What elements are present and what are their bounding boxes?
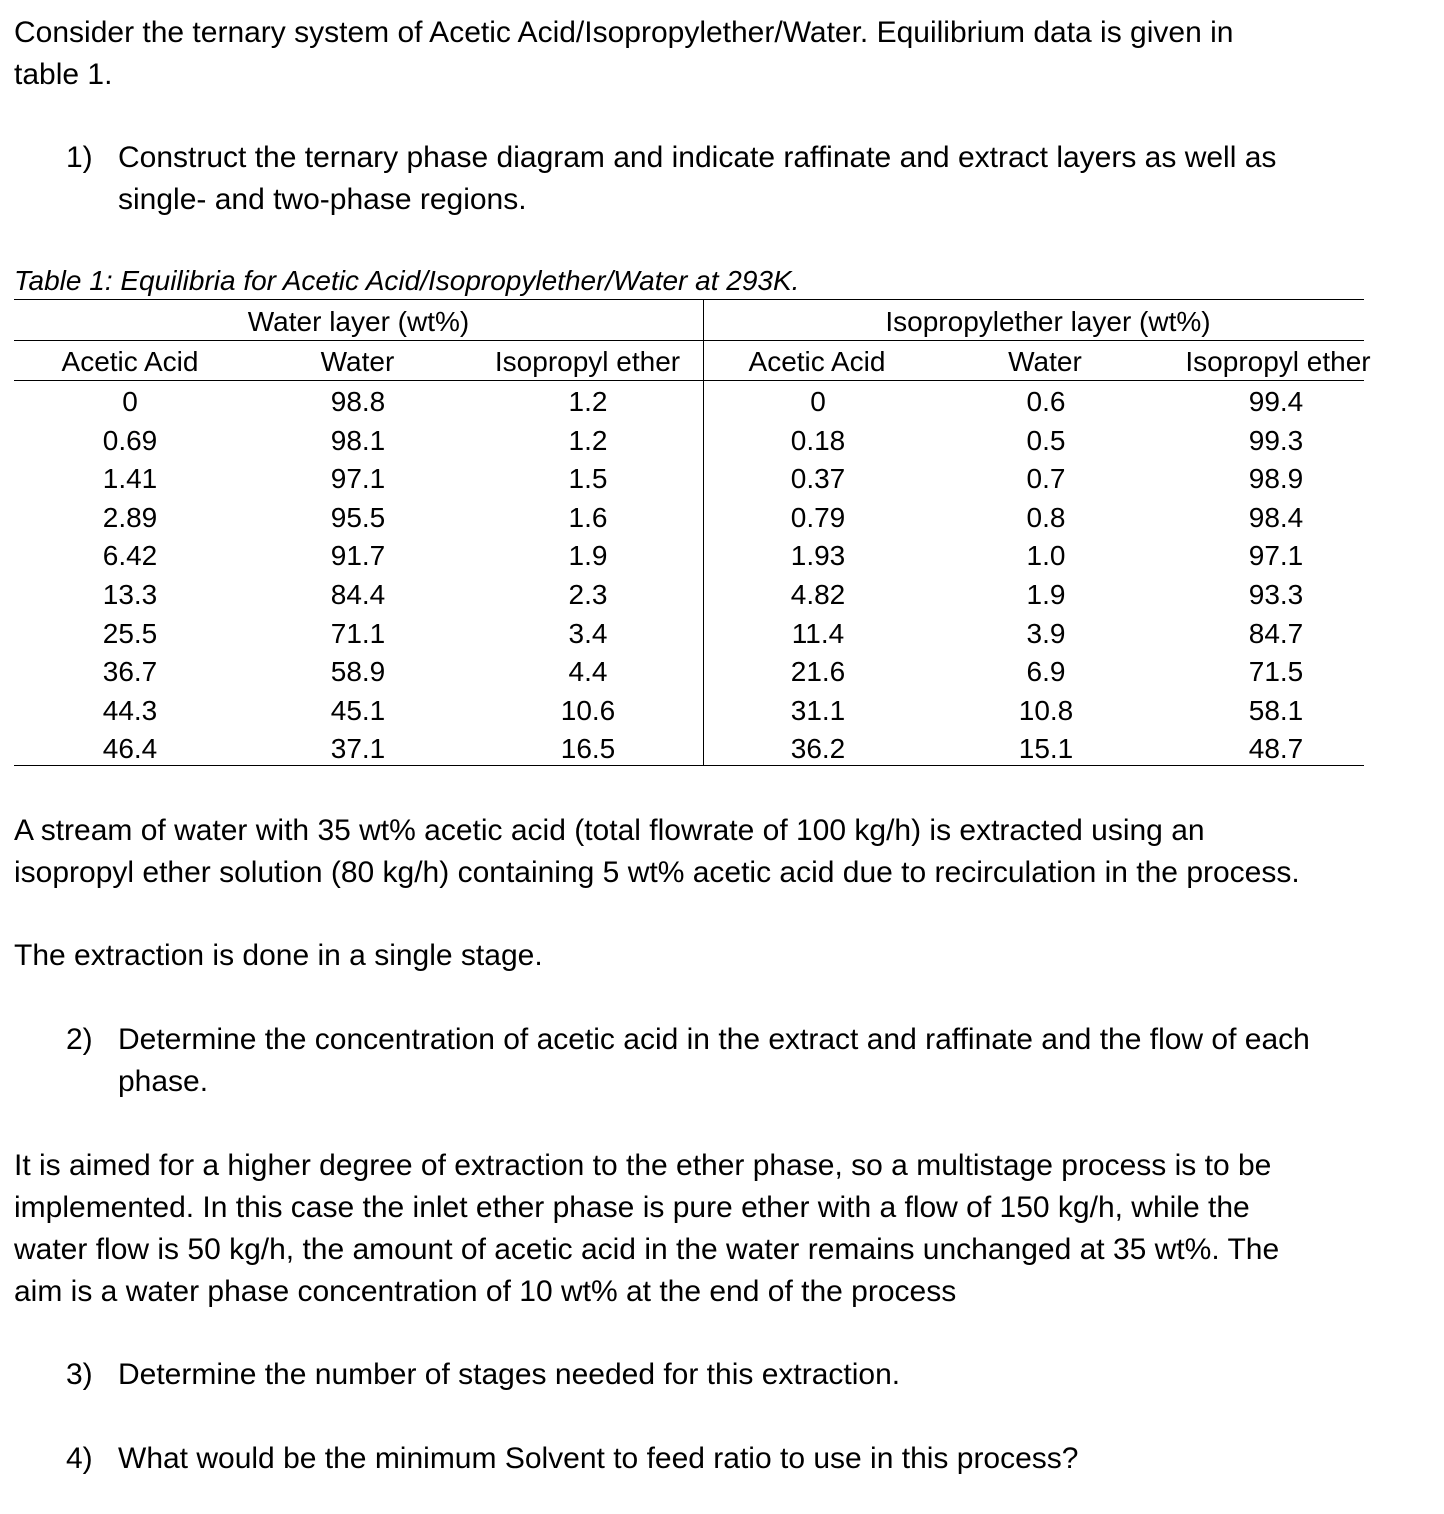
single-stage-paragraph: The extraction is done in a single stage. bbox=[14, 939, 543, 972]
question-1 bbox=[0, 137, 1444, 221]
table-cell-water-ether: 16.5 bbox=[560, 733, 616, 765]
question-4-number: 4) bbox=[66, 1442, 93, 1475]
table-cell-ether-acetic-acid: 4.82 bbox=[790, 579, 846, 610]
table-cell-water-acetic-acid: 36.7 bbox=[102, 656, 158, 688]
table-caption: Table 1: Equilibria for Acetic Acid/Isopropylether/Water at 293K. bbox=[14, 265, 800, 296]
table-cell-water-acetic-acid: 46.4 bbox=[102, 733, 158, 765]
table-cell-ether-water: 0.8 bbox=[1026, 501, 1066, 533]
table-cell-ether-water: 1.0 bbox=[1026, 540, 1066, 572]
table-cell-ether-ether: 71.5 bbox=[1248, 656, 1304, 688]
table-cell-water-water: 98.8 bbox=[330, 386, 386, 417]
table-cell-water-water: 91.7 bbox=[330, 540, 386, 572]
table-group-rule bbox=[14, 340, 1364, 341]
stream-paragraph bbox=[14, 810, 1300, 894]
table-top-rule bbox=[14, 299, 1364, 300]
column-header-ether-ether: Isopropyl ether bbox=[1185, 346, 1371, 377]
group-header-water-layer: Water layer (wt%) bbox=[247, 306, 470, 337]
table-cell-ether-acetic-acid: 11.4 bbox=[791, 617, 845, 649]
table-cell-ether-acetic-acid: 0 bbox=[810, 386, 826, 417]
column-header-water-water: Water bbox=[320, 346, 395, 377]
table-cell-water-acetic-acid: 44.3 bbox=[102, 694, 158, 726]
question-2-line-1: Determine the concentration of acetic acid in the extract and raffinate and the flow of each bbox=[118, 1023, 1310, 1056]
question-1-line-2: single- and two-phase regions. bbox=[118, 183, 527, 216]
question-1-line-1: Construct the ternary phase diagram and indicate raffinate and extract layers as well as bbox=[118, 141, 1277, 174]
table-cell-water-ether: 3.4 bbox=[568, 617, 608, 649]
table-cell-ether-water: 0.5 bbox=[1026, 424, 1066, 456]
stream-line-1: A stream of water with 35 wt% acetic acid (total flowrate of 100 kg/h) is extracted using an bbox=[14, 814, 1205, 847]
table-cell-ether-ether: 99.3 bbox=[1248, 424, 1304, 456]
question-3-number: 3) bbox=[66, 1358, 93, 1391]
intro-line-2: table 1. bbox=[14, 58, 113, 91]
table-cell-water-ether: 1.6 bbox=[568, 501, 608, 533]
table-layer-divider bbox=[703, 299, 704, 765]
table-cell-ether-ether: 48.7 bbox=[1248, 733, 1304, 765]
table-cell-water-ether: 1.2 bbox=[568, 424, 608, 456]
table-cell-ether-ether: 98.9 bbox=[1248, 463, 1304, 495]
table-cell-ether-acetic-acid: 0.18 bbox=[790, 424, 846, 456]
table-cell-water-water: 37.1 bbox=[330, 733, 386, 765]
table-cell-ether-acetic-acid: 36.2 bbox=[790, 733, 846, 765]
table-cell-water-acetic-acid: 0 bbox=[122, 386, 138, 417]
table-cell-ether-ether: 58.1 bbox=[1248, 694, 1304, 726]
table-cell-water-acetic-acid: 1.41 bbox=[102, 463, 158, 495]
table-cell-ether-acetic-acid: 0.79 bbox=[790, 501, 846, 533]
table-cell-ether-ether: 97.1 bbox=[1248, 540, 1304, 572]
intro-line-1: Consider the ternary system of Acetic Acid/Isopropylether/Water. Equilibrium data is given in bbox=[14, 16, 1234, 49]
table-cell-water-water: 71.1 bbox=[330, 617, 386, 649]
table-cell-ether-acetic-acid: 21.6 bbox=[790, 656, 846, 688]
table-cell-water-ether: 2.3 bbox=[568, 579, 608, 610]
stream-line-2: isopropyl ether solution (80 kg/h) containing 5 wt% acetic acid due to recirculation in the process. bbox=[14, 856, 1300, 889]
column-header-ether-water: Water bbox=[1008, 346, 1082, 377]
table-cell-ether-ether: 84.7 bbox=[1248, 617, 1304, 649]
table-cell-water-water: 97.1 bbox=[330, 463, 386, 495]
question-2-number: 2) bbox=[66, 1023, 93, 1056]
table-cell-ether-water: 1.9 bbox=[1026, 579, 1066, 610]
table-header-rule bbox=[14, 380, 1364, 381]
table-cell-water-ether: 4.4 bbox=[568, 656, 608, 688]
table-cell-water-acetic-acid: 0.69 bbox=[102, 424, 158, 456]
table-cell-ether-water: 0.6 bbox=[1026, 386, 1066, 417]
table-cell-ether-water: 0.7 bbox=[1026, 463, 1066, 495]
table-cell-water-ether: 1.9 bbox=[568, 540, 608, 572]
table-cell-water-ether: 10.6 bbox=[560, 694, 616, 726]
table-cell-water-water: 45.1 bbox=[330, 694, 386, 726]
multistage-line-4: aim is a water phase concentration of 10 wt% at the end of the process bbox=[14, 1275, 957, 1308]
table-cell-ether-ether: 99.4 bbox=[1248, 386, 1304, 417]
multistage-paragraph bbox=[14, 1145, 1279, 1313]
intro-paragraph bbox=[14, 12, 1233, 96]
table-cell-ether-water: 10.8 bbox=[1018, 694, 1074, 726]
table-cell-water-acetic-acid: 6.42 bbox=[102, 540, 158, 572]
table-cell-ether-water: 15.1 bbox=[1018, 733, 1074, 765]
question-3-text: Determine the number of stages needed for this extraction. bbox=[118, 1358, 901, 1391]
table-cell-ether-ether: 98.4 bbox=[1248, 501, 1304, 533]
table-cell-water-acetic-acid: 13.3 bbox=[102, 579, 158, 610]
question-4-text: What would be the minimum Solvent to feed ratio to use in this process? bbox=[118, 1442, 1079, 1475]
table-cell-water-water: 58.9 bbox=[330, 656, 386, 688]
column-header-water-ether: Isopropyl ether bbox=[494, 346, 681, 377]
question-4 bbox=[0, 1438, 1444, 1480]
table-cell-ether-acetic-acid: 0.37 bbox=[790, 463, 846, 495]
question-1-number: 1) bbox=[66, 141, 93, 174]
table-cell-water-acetic-acid: 2.89 bbox=[102, 501, 158, 533]
table-cell-ether-ether: 93.3 bbox=[1248, 579, 1304, 610]
table-cell-ether-acetic-acid: 31.1 bbox=[790, 694, 846, 726]
table-cell-water-ether: 1.2 bbox=[568, 386, 608, 417]
multistage-line-2: implemented. In this case the inlet ether phase is pure ether with a flow of 150 kg/h, while the bbox=[14, 1191, 1250, 1224]
question-3 bbox=[0, 1354, 1444, 1396]
table-cell-water-ether: 1.5 bbox=[568, 463, 608, 495]
table-cell-ether-water: 6.9 bbox=[1026, 656, 1066, 688]
column-header-ether-acetic-acid: Acetic Acid bbox=[748, 346, 886, 377]
question-2 bbox=[0, 1019, 1444, 1103]
table-cell-water-water: 98.1 bbox=[330, 424, 386, 456]
question-2-line-2: phase. bbox=[118, 1065, 209, 1098]
table-cell-ether-acetic-acid: 1.93 bbox=[790, 540, 846, 572]
multistage-line-3: water flow is 50 kg/h, the amount of acetic acid in the water remains unchanged at 35 wt%. The bbox=[14, 1233, 1280, 1266]
table-cell-water-water: 84.4 bbox=[330, 579, 386, 610]
table-cell-water-water: 95.5 bbox=[330, 501, 386, 533]
column-header-water-acetic-acid: Acetic Acid bbox=[61, 346, 199, 377]
multistage-line-1: It is aimed for a higher degree of extraction to the ether phase, so a multistage process is to be bbox=[14, 1149, 1272, 1182]
table-cell-ether-water: 3.9 bbox=[1026, 617, 1066, 649]
table-cell-water-acetic-acid: 25.5 bbox=[102, 617, 158, 649]
group-header-ether-layer: Isopropylether layer (wt%) bbox=[885, 306, 1211, 337]
